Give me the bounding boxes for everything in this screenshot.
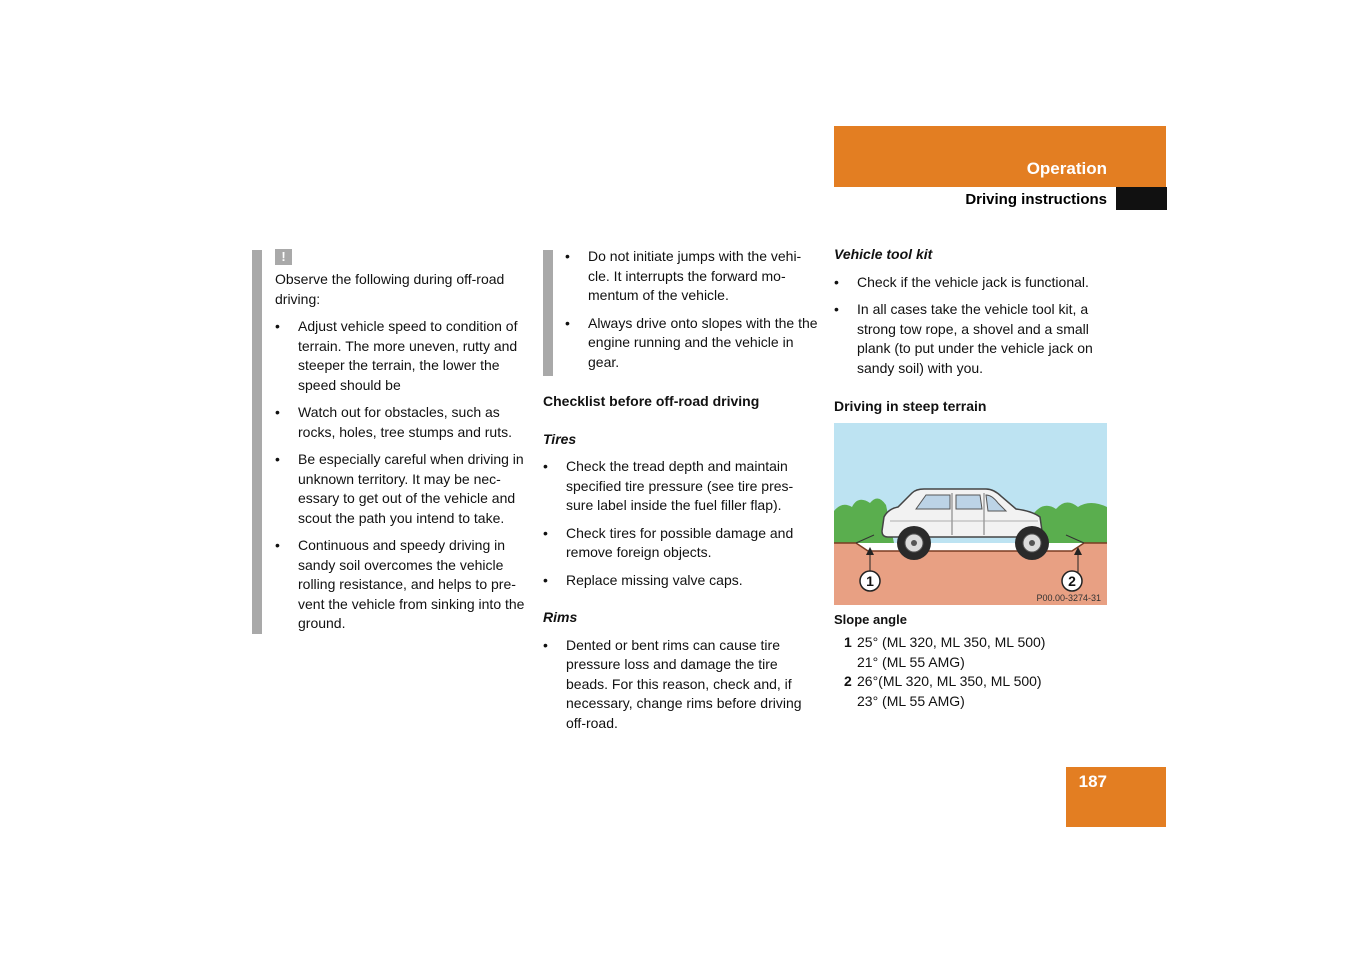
marker-1: 1	[866, 573, 874, 589]
list-item: • Watch out for obstacles, such as rocks, holes, tree stumps and ruts.	[275, 403, 527, 442]
marker-2: 2	[1068, 573, 1076, 589]
warning-intro: Observe the following during off-road driving:	[275, 271, 505, 307]
toolkit-heading: Vehicle tool kit	[834, 246, 933, 262]
angle-line: 25° (ML 320, ML 350, ML 500)	[857, 634, 1046, 650]
figure-code: P00.00-3274-31	[1036, 593, 1101, 603]
warning-bar	[252, 250, 262, 634]
slope-figure	[834, 423, 1107, 605]
slope-item	[844, 672, 1114, 711]
item-text	[857, 633, 1045, 672]
list-item: • Check the tread depth and maintain specified tire pressure (see tire pres-sure label inside the fuel filler flap).	[543, 457, 818, 516]
list-item: • Always drive onto slopes with the the engine running and the vehicle in gear.	[565, 314, 818, 373]
warning-column	[275, 247, 527, 634]
toolkit-column	[834, 245, 1109, 417]
rims-list	[543, 636, 818, 734]
checklist-column	[543, 247, 818, 733]
header-band	[834, 126, 1166, 187]
figure-caption: Slope angle	[834, 612, 907, 627]
item-text	[857, 672, 1042, 711]
section-title: Operation	[1026, 159, 1107, 178]
list-item: • Adjust vehicle speed to condition of terrain. The more uneven, rutty and steeper the terrain, the lower the speed should be	[275, 317, 527, 395]
checklist-heading: Checklist before off-road driving	[543, 393, 760, 409]
subsection-title: Driving instructions	[965, 191, 1107, 208]
header-marker	[1116, 187, 1167, 210]
rims-heading: Rims	[543, 609, 578, 625]
list-item: • Check tires for possible damage and remove foreign objects.	[543, 524, 818, 563]
angle-line: 21° (ML 55 AMG)	[857, 653, 965, 670]
list-item: • Continuous and speedy driving in sandy soil overcomes the vehicle rolling resistance, and helps to pre-vent the vehicle from sinking into the ground.	[275, 536, 527, 634]
list-item: • In all cases take the vehicle tool kit, a strong tow rope, a shovel and a small plank (to put under the vehicle jack on sandy soil) with you.	[834, 300, 1109, 378]
warning-icon: !	[275, 249, 292, 265]
item-number: 1	[844, 634, 852, 650]
toolkit-list	[834, 273, 1109, 379]
list-item: • Replace missing valve caps.	[543, 571, 818, 591]
list-item: • Dented or bent rims can cause tire pressure loss and damage the tire beads. For this reason, check and, if necessary, change rims before driving off-road.	[543, 636, 818, 734]
list-item: • Do not initiate jumps with the vehi-cle. It interrupts the forward mo-mentum of the vehicle.	[565, 247, 818, 306]
slope-angle-list	[844, 633, 1114, 711]
list-item: • Check if the vehicle jack is functional.	[834, 273, 1109, 293]
tires-heading: Tires	[543, 430, 577, 447]
steep-heading: Driving in steep terrain	[834, 398, 987, 414]
warning-list-continued	[543, 247, 818, 372]
warning-list	[275, 317, 527, 634]
angle-line: 23° (ML 55 AMG)	[857, 692, 965, 709]
tires-list	[543, 457, 818, 590]
slope-item	[844, 633, 1114, 672]
angle-line: 26°(ML 320, ML 350, ML 500)	[857, 673, 1042, 689]
page-number: 187	[1078, 772, 1107, 791]
item-number: 2	[844, 673, 852, 689]
list-item: • Be especially careful when driving in unknown territory. It may be nec-essary to get out of the vehicle and scout the path you intend to take.	[275, 450, 527, 528]
